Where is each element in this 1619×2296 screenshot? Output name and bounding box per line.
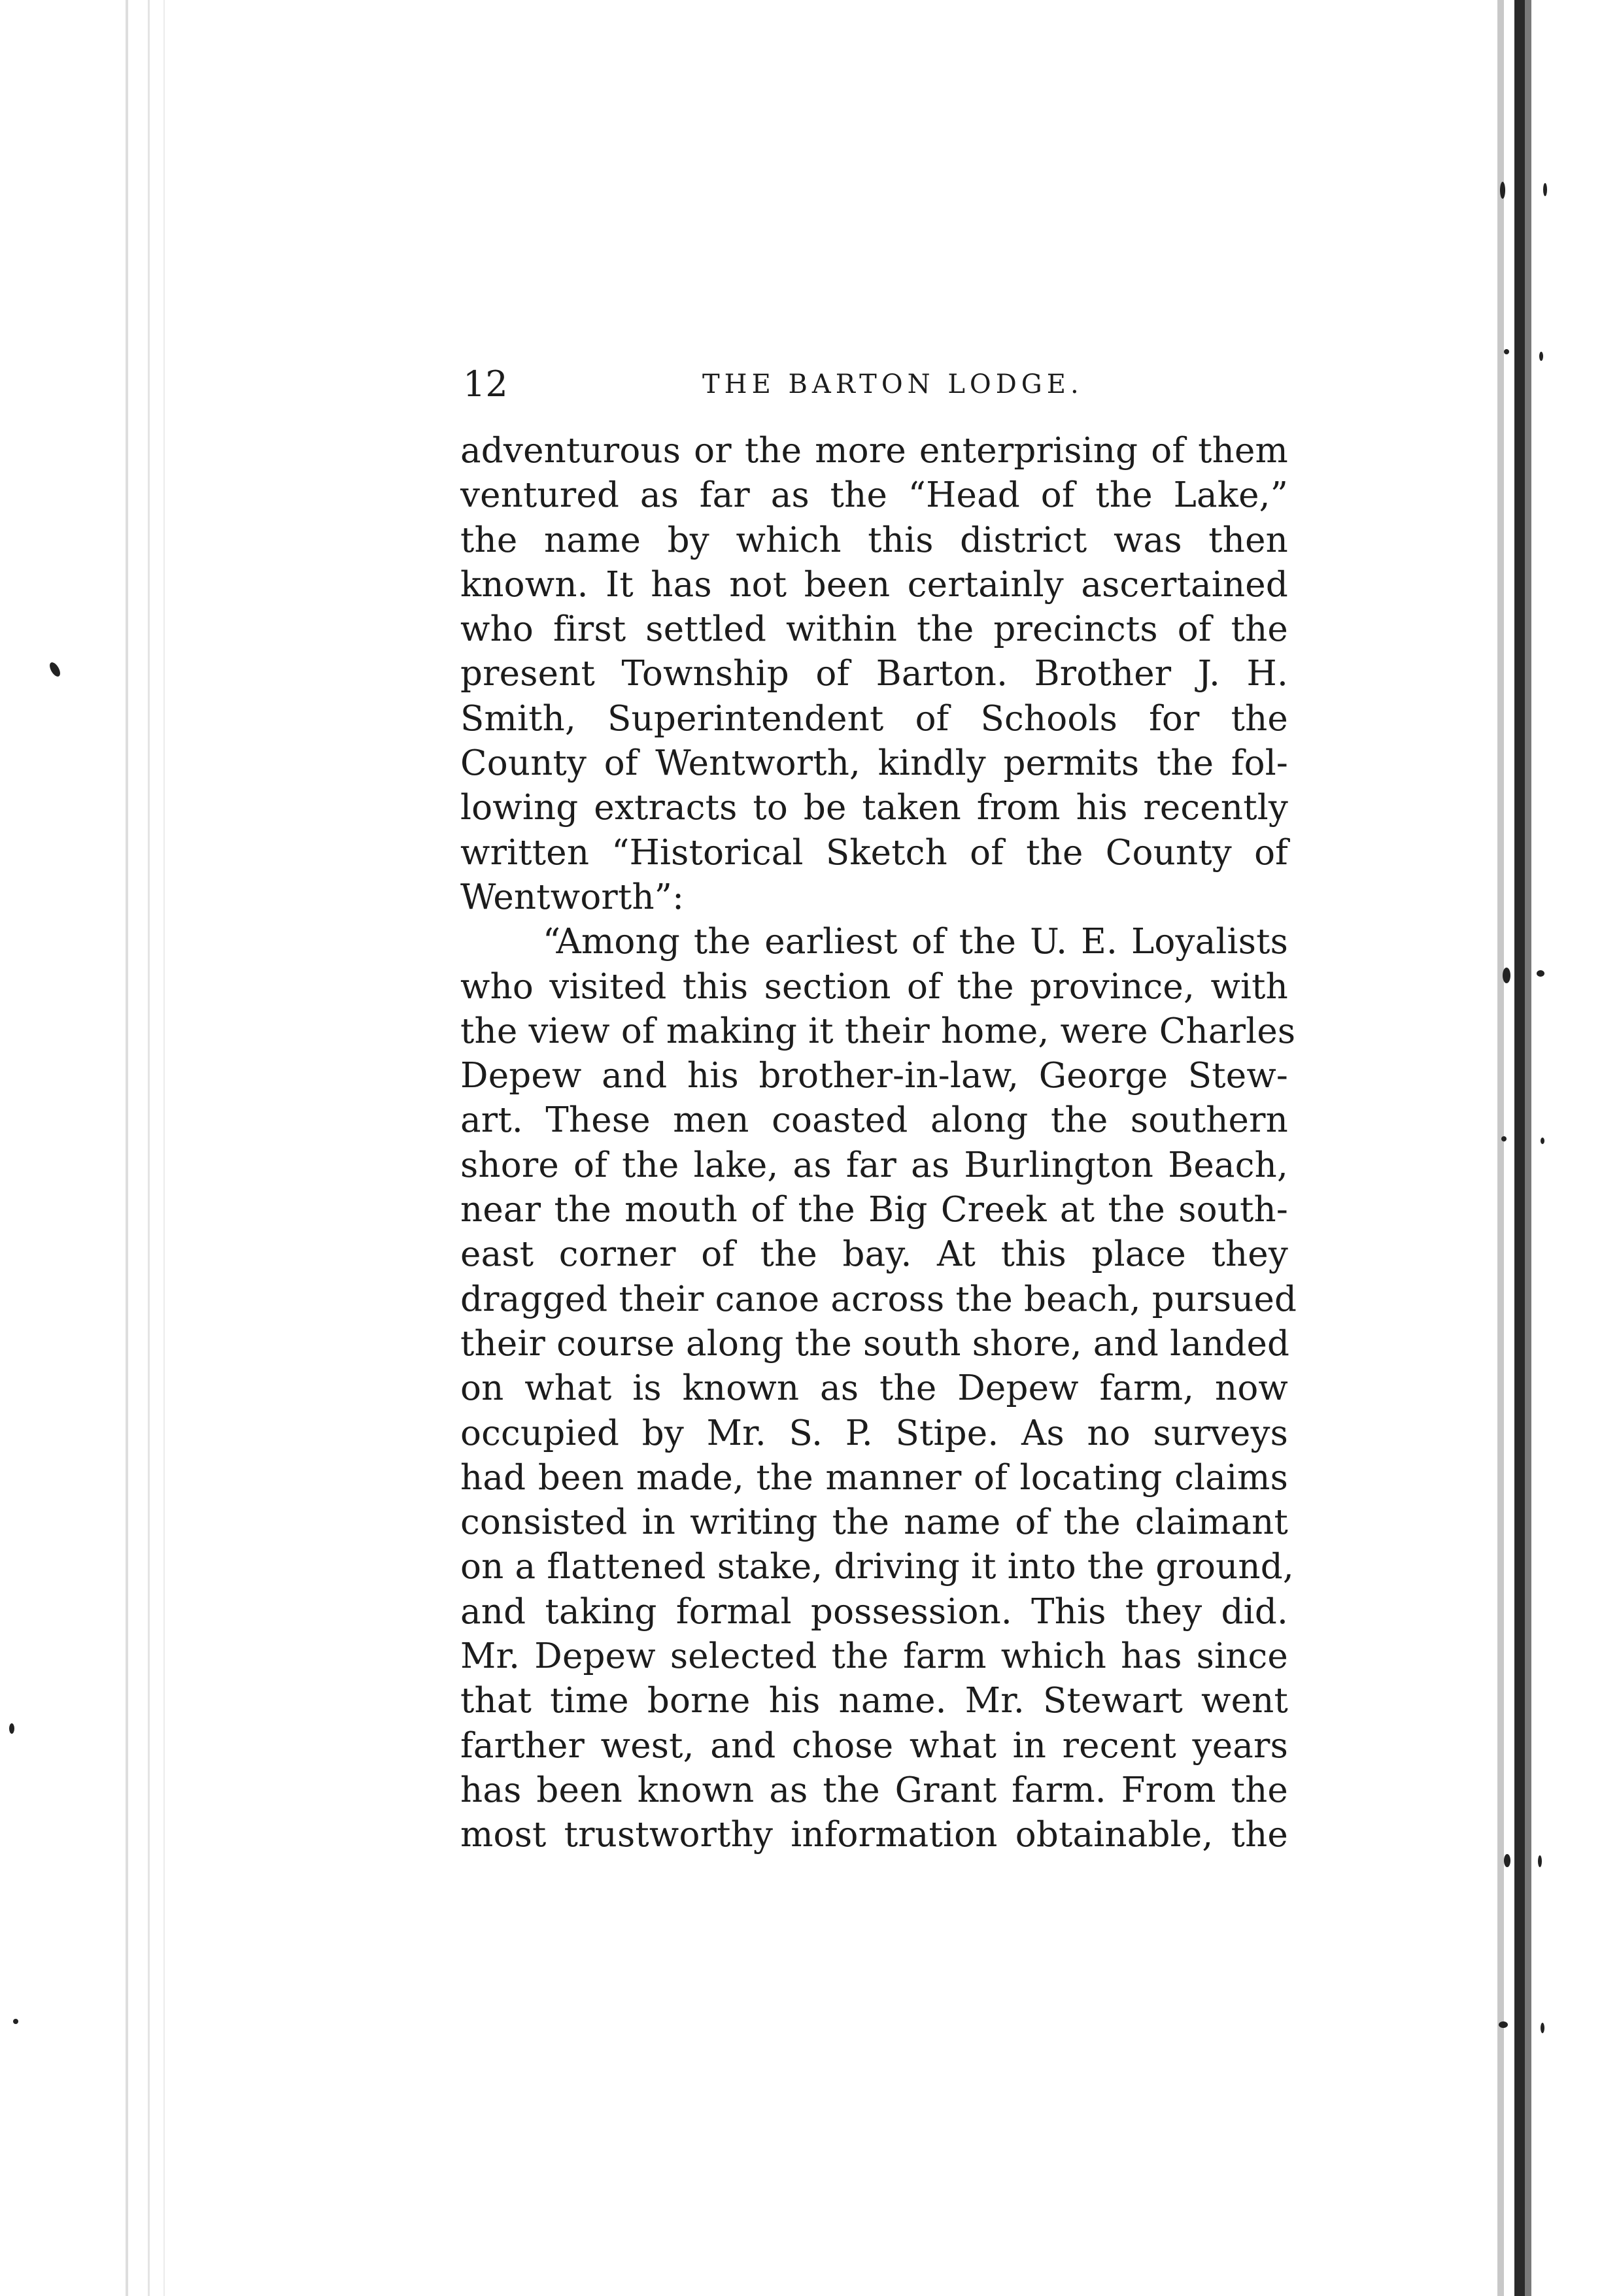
text-line: Depew and his brother-in-law, George Stew- [460,1056,1288,1096]
scan-speck [1541,1138,1544,1144]
text-line: who first settled within the precincts of the [460,609,1288,650]
scan-speck [1543,183,1547,196]
text-line: that time borne his name. Mr. Stewart went [460,1681,1288,1721]
scan-speck [1537,970,1544,977]
scan-speck [1539,352,1543,361]
page-number: 12 [463,363,508,405]
running-head [463,358,1288,411]
text-line: dragged their canoe across the beach, pursued [460,1279,1297,1319]
text-line: Wentworth”: [460,877,685,917]
scan-speck [9,1723,14,1734]
binding-rule [163,0,165,2296]
body-text [460,429,1297,1858]
text-line: County of Wentworth, kindly permits the fol- [460,743,1288,784]
text-line: farther west, and chose what in recent years [460,1725,1288,1766]
text-line: present Township of Barton. Brother J. H. [460,654,1288,694]
text-line: occupied by Mr. S. P. Stipe. As no surveys [460,1413,1288,1453]
text-line: shore of the lake, as far as Burlington Beach, [460,1145,1288,1185]
running-head-title: THE BARTON LODGE. [702,369,1083,399]
binding-rule [148,0,150,2296]
text-line: Mr. Depew selected the farm which has since [460,1636,1288,1677]
text-line: adventurous or the more enterprising of them [460,431,1288,471]
text-line: and taking formal possession. This they did. [460,1591,1288,1632]
text-line: Smith, Superintendent of Schools for the [460,698,1288,739]
scan-speck [1499,2021,1508,2028]
binding-rule [126,0,128,2296]
scan-speck [1503,968,1510,983]
paragraph [460,920,1297,1857]
scan-speck [1538,1855,1542,1867]
text-line: has been known as the Grant farm. From the [460,1770,1288,1810]
text-line: consisted in writing the name of the claimant [460,1502,1288,1543]
text-line: on a flattened stake, driving it into the ground, [460,1547,1294,1587]
paragraph [460,429,1288,920]
text-line: known. It has not been certainly ascertained [460,564,1288,605]
text-line: on what is known as the Depew farm, now [460,1368,1288,1409]
text-line: ventured as far as the “Head of the Lake,” [460,475,1288,516]
text-line: near the mouth of the Big Creek at the south- [460,1190,1288,1230]
text-line: had been made, the manner of locating claims [460,1457,1288,1498]
text-line: written “Historical Sketch of the County of [460,832,1288,873]
scan-speck [1500,182,1505,199]
text-line: the name by which this district was then [460,520,1288,560]
text-line: art. These men coasted along the southern [460,1100,1288,1141]
text-line: who visited this section of the province, with [460,966,1288,1007]
scan-speck [13,2019,18,2024]
scan-speck [1504,1854,1510,1867]
page-edge-highlight [1497,0,1504,2296]
facing-page-edge-shadow [1525,0,1531,2296]
text-line: the view of making it their home, were Charles [460,1011,1296,1051]
scan-speck [1504,349,1509,354]
text-line: their course along the south shore, and landed [460,1323,1290,1364]
text-line: most trustworthy information obtainable, the [460,1815,1288,1855]
scan-speck [1501,1136,1507,1141]
text-line: “Among the earliest of the U. E. Loyalists [543,922,1288,962]
scan-speck [1541,2023,1544,2033]
scan-speck [48,661,62,679]
facing-page-edge [1514,0,1525,2296]
text-line: lowing extracts to be taken from his recently [460,788,1288,828]
text-line: east corner of the bay. At this place they [460,1234,1288,1275]
